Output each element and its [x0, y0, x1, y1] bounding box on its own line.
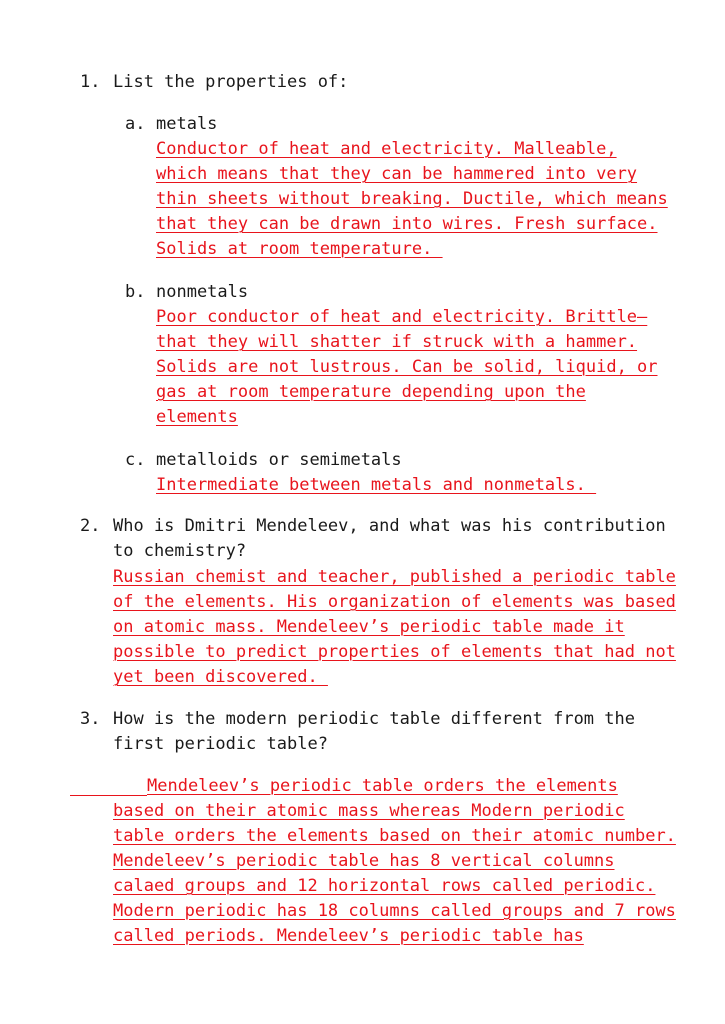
answer-b-line: that they will shatter if struck with a hammer.	[156, 332, 638, 352]
answer-c-line: Intermediate between metals and nonmetals.	[156, 475, 597, 495]
item-b-marker: b.	[125, 282, 146, 302]
item-a-marker: a.	[125, 114, 146, 134]
answer-3-line: called periods. Mendeleev’s periodic table has	[113, 926, 584, 946]
answer-a-line: which means that they can be hammered into very	[156, 164, 638, 184]
question-1-number: 1.	[80, 72, 101, 92]
answer-a-line: Solids at room temperature.	[156, 239, 443, 259]
item-c-label: metalloids or semimetals	[156, 450, 402, 470]
answer-2-line: on atomic mass. Mendeleev’s periodic table made it	[113, 617, 625, 637]
answer-b-line: gas at room temperature depending upon the	[156, 382, 586, 402]
item-b-label: nonmetals	[156, 282, 249, 302]
answer-a-line: thin sheets without breaking. Ductile, which means	[156, 189, 668, 209]
item-c-marker: c.	[125, 450, 146, 470]
answer-b-line: Poor conductor of heat and electricity. Brittle—	[156, 307, 648, 327]
answer-b-line: Solids are not lustrous. Can be solid, liquid, or	[156, 357, 658, 377]
answer-2-line: possible to predict properties of elements that had not	[113, 642, 676, 662]
answer-2-line: of the elements. His organization of elements was based	[113, 592, 676, 612]
question-2-number: 2.	[80, 516, 101, 536]
question-3-text: first periodic table?	[113, 734, 328, 754]
answer-3-line: calaed groups and 12 horizontal rows called periodic.	[113, 876, 656, 896]
answer-2-line: yet been discovered.	[113, 667, 328, 687]
question-2-text: Who is Dmitri Mendeleev, and what was his contribution	[113, 516, 666, 536]
answer-a-line: that they can be drawn into wires. Fresh surface.	[156, 214, 658, 234]
answer-b-line: elements	[156, 407, 238, 427]
question-1-text: List the properties of:	[113, 72, 349, 92]
question-2-text: to chemistry?	[113, 541, 247, 561]
answer-3-line: Modern periodic has 18 columns called groups and 7 rows	[113, 901, 676, 921]
indent-underline	[70, 795, 147, 796]
answer-3-line: table orders the elements based on their atomic number.	[113, 826, 676, 846]
answer-2-line: Russian chemist and teacher, published a periodic table	[113, 567, 676, 587]
answer-3-line: Mendeleev’s periodic table orders the elements	[147, 776, 618, 796]
answer-3-line: Mendeleev’s periodic table has 8 vertical columns	[113, 851, 615, 871]
answer-3-line: based on their atomic mass whereas Modern periodic	[113, 801, 625, 821]
question-3-text: How is the modern periodic table different from the	[113, 709, 635, 729]
question-3-number: 3.	[80, 709, 101, 729]
item-a-label: metals	[156, 114, 218, 134]
answer-a-line: Conductor of heat and electricity. Malleable,	[156, 139, 617, 159]
